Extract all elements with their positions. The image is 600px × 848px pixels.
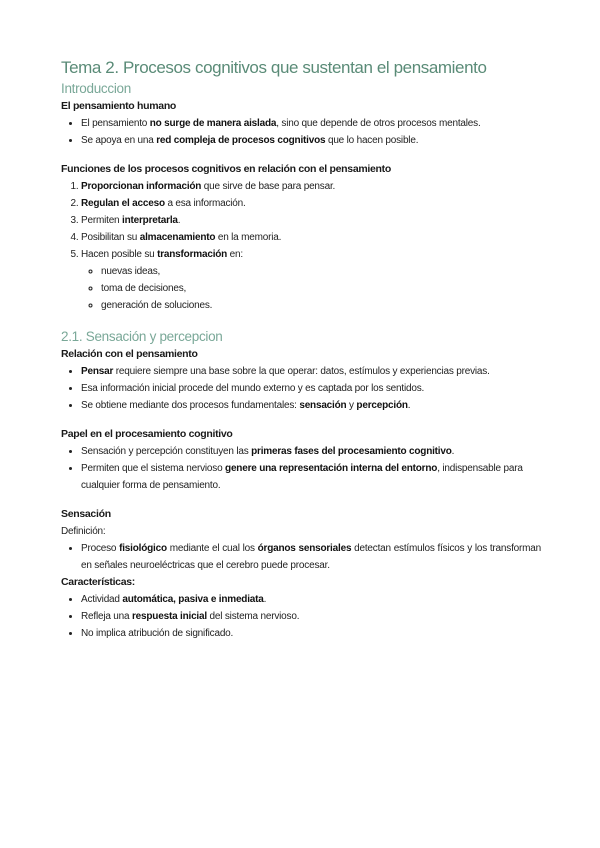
list-item: • El pensamiento no surge de manera aislada, sino que depende de otros procesos mentales. <box>81 115 541 132</box>
list-item: • Refleja una respuesta inicial del sistema nervioso. <box>81 608 541 625</box>
list-item: • Se obtiene mediante dos procesos fundamentales: sensación y percepción. <box>81 397 541 414</box>
subheading-funciones: Funciones de los procesos cognitivos en relación con el pensamiento <box>61 163 391 175</box>
subheading-caracteristicas: Características: <box>61 576 135 588</box>
definition-list <box>61 540 541 574</box>
role-list <box>61 443 541 494</box>
list-item: • Se apoya en una red compleja de procesos cognitivos que lo hacen posible. <box>81 132 541 149</box>
list-item: • Pensar requiere siempre una base sobre la que operar: datos, estímulos y experiencias previas. <box>81 363 541 380</box>
section-heading-sensacion-percepcion: 2.1. Sensación y percepcion <box>61 329 223 344</box>
transformation-sublist <box>81 263 541 314</box>
list-item: 1. Proporcionan información que sirve de base para pensar. <box>81 178 541 195</box>
relation-list <box>61 363 541 414</box>
list-item: • Esa información inicial procede del mundo externo y es captada por los sentidos. <box>81 380 541 397</box>
list-item: ◦ toma de decisiones, <box>101 280 541 297</box>
list-item: 4. Posibilitan su almacenamiento en la memoria. <box>81 229 541 246</box>
definition-label: Definición: <box>61 526 106 537</box>
document-page <box>61 57 541 642</box>
list-item: • No implica atribución de significado. <box>81 625 541 642</box>
subheading-papel: Papel en el procesamiento cognitivo <box>61 428 233 440</box>
functions-list <box>61 178 541 314</box>
section-heading-introduccion: Introduccion <box>61 81 131 96</box>
subheading-relacion: Relación con el pensamiento <box>61 348 198 360</box>
document-title: Tema 2. Procesos cognitivos que sustentan el pensamiento <box>61 58 487 77</box>
intro-list <box>61 115 541 149</box>
subheading-sensacion: Sensación <box>61 508 111 520</box>
subheading-pensamiento-humano: El pensamiento humano <box>61 100 177 112</box>
list-item: • Permiten que el sistema nervioso genere una representación interna del entorno, indispensable para cualquier forma de pensamiento. <box>81 460 541 494</box>
list-item: • Actividad automática, pasiva e inmediata. <box>81 591 541 608</box>
characteristics-list <box>61 591 541 642</box>
list-item: 2. Regulan el acceso a esa información. <box>81 195 541 212</box>
list-item: • Proceso fisiológico mediante el cual los órganos sensoriales detectan estímulos físicos y los transforman en señales neuroeléctricas que el cerebro puede procesar. <box>81 540 541 574</box>
list-item: 5. Hacen posible su transformación en: ◦ nuevas ideas, ◦ toma de decisiones, ◦ generación de soluciones. <box>81 246 541 314</box>
list-item: ◦ generación de soluciones. <box>101 297 541 314</box>
list-item: ◦ nuevas ideas, <box>101 263 541 280</box>
list-item: 3. Permiten interpretarla. <box>81 212 541 229</box>
list-item: • Sensación y percepción constituyen las primeras fases del procesamiento cognitivo. <box>81 443 541 460</box>
